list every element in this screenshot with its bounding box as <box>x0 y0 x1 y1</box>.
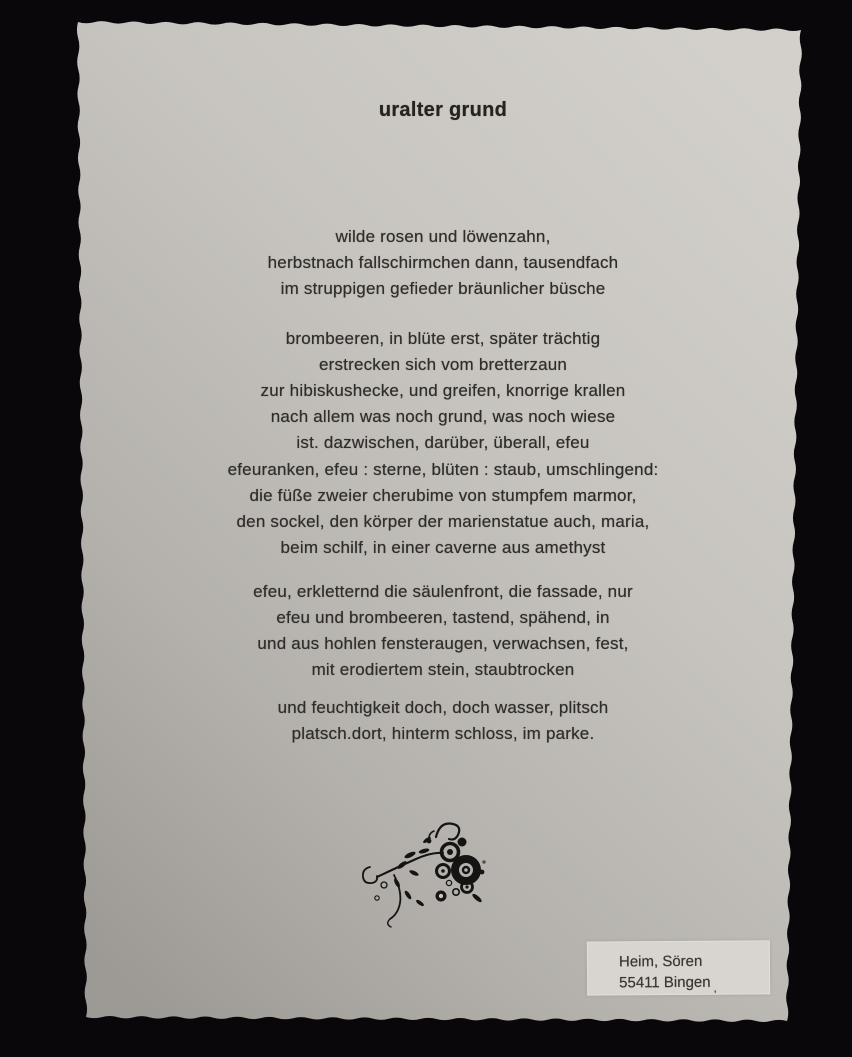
floral-flourish-icon <box>350 815 510 935</box>
poem-line: erstrecken sich vom bretterzaun <box>318 355 568 374</box>
poem-line: den sockel, den körper der marienstatue auch, maria, <box>236 512 650 531</box>
poem-line: im struppigen gefieder bräunlicher büsche <box>280 279 606 298</box>
poem-line: und aus hohlen fensteraugen, verwachsen, fest, <box>257 634 629 653</box>
poem-line: efeu und brombeeren, tastend, spähend, in <box>276 608 610 627</box>
poem-line: nach allem was noch grund, was noch wiese <box>270 407 616 426</box>
stanza-1 <box>86 224 800 302</box>
poem-title: uralter grund <box>378 99 508 121</box>
poem-line: zur hibiskushecke, und greifen, knorrige krallen <box>260 381 626 400</box>
address-text <box>618 951 717 996</box>
poem-line: efeuranken, efeu : sterne, blüten : staub, umschlingend: <box>227 460 659 479</box>
poem-line: efeu, erkletternd die säulenfront, die fassade, nur <box>253 582 633 601</box>
poem-line: ist. dazwischen, darüber, überall, efeu <box>296 433 590 452</box>
label-name: Heim, Sören <box>618 952 703 971</box>
poem-line: beim schilf, in einer caverne aus amethyst <box>280 538 606 557</box>
poem-line: die füße zweier cherubime von stumpfem marmor, <box>249 486 637 505</box>
stanza-2 <box>86 326 800 456</box>
stanza-4 <box>86 579 800 683</box>
poem-line: brombeeren, in blüte erst, später trächtig <box>285 329 601 348</box>
poem-line: herbstnach fallschirmchen dann, tausendfach <box>267 253 619 272</box>
poem-line: wilde rosen und löwenzahn, <box>335 227 551 246</box>
stanza-3 <box>86 457 800 561</box>
address-label <box>587 940 770 995</box>
label-city: 55411 Bingen , <box>619 972 714 996</box>
stray-mark: , <box>713 982 717 995</box>
poem-line: platsch.dort, hinterm schloss, im parke. <box>291 724 595 743</box>
poem-line: und feuchtigkeit doch, doch wasser, plitsch <box>277 698 609 717</box>
poem-line: mit erodiertem stein, staubtrocken <box>311 660 575 679</box>
stanza-5 <box>86 695 800 747</box>
